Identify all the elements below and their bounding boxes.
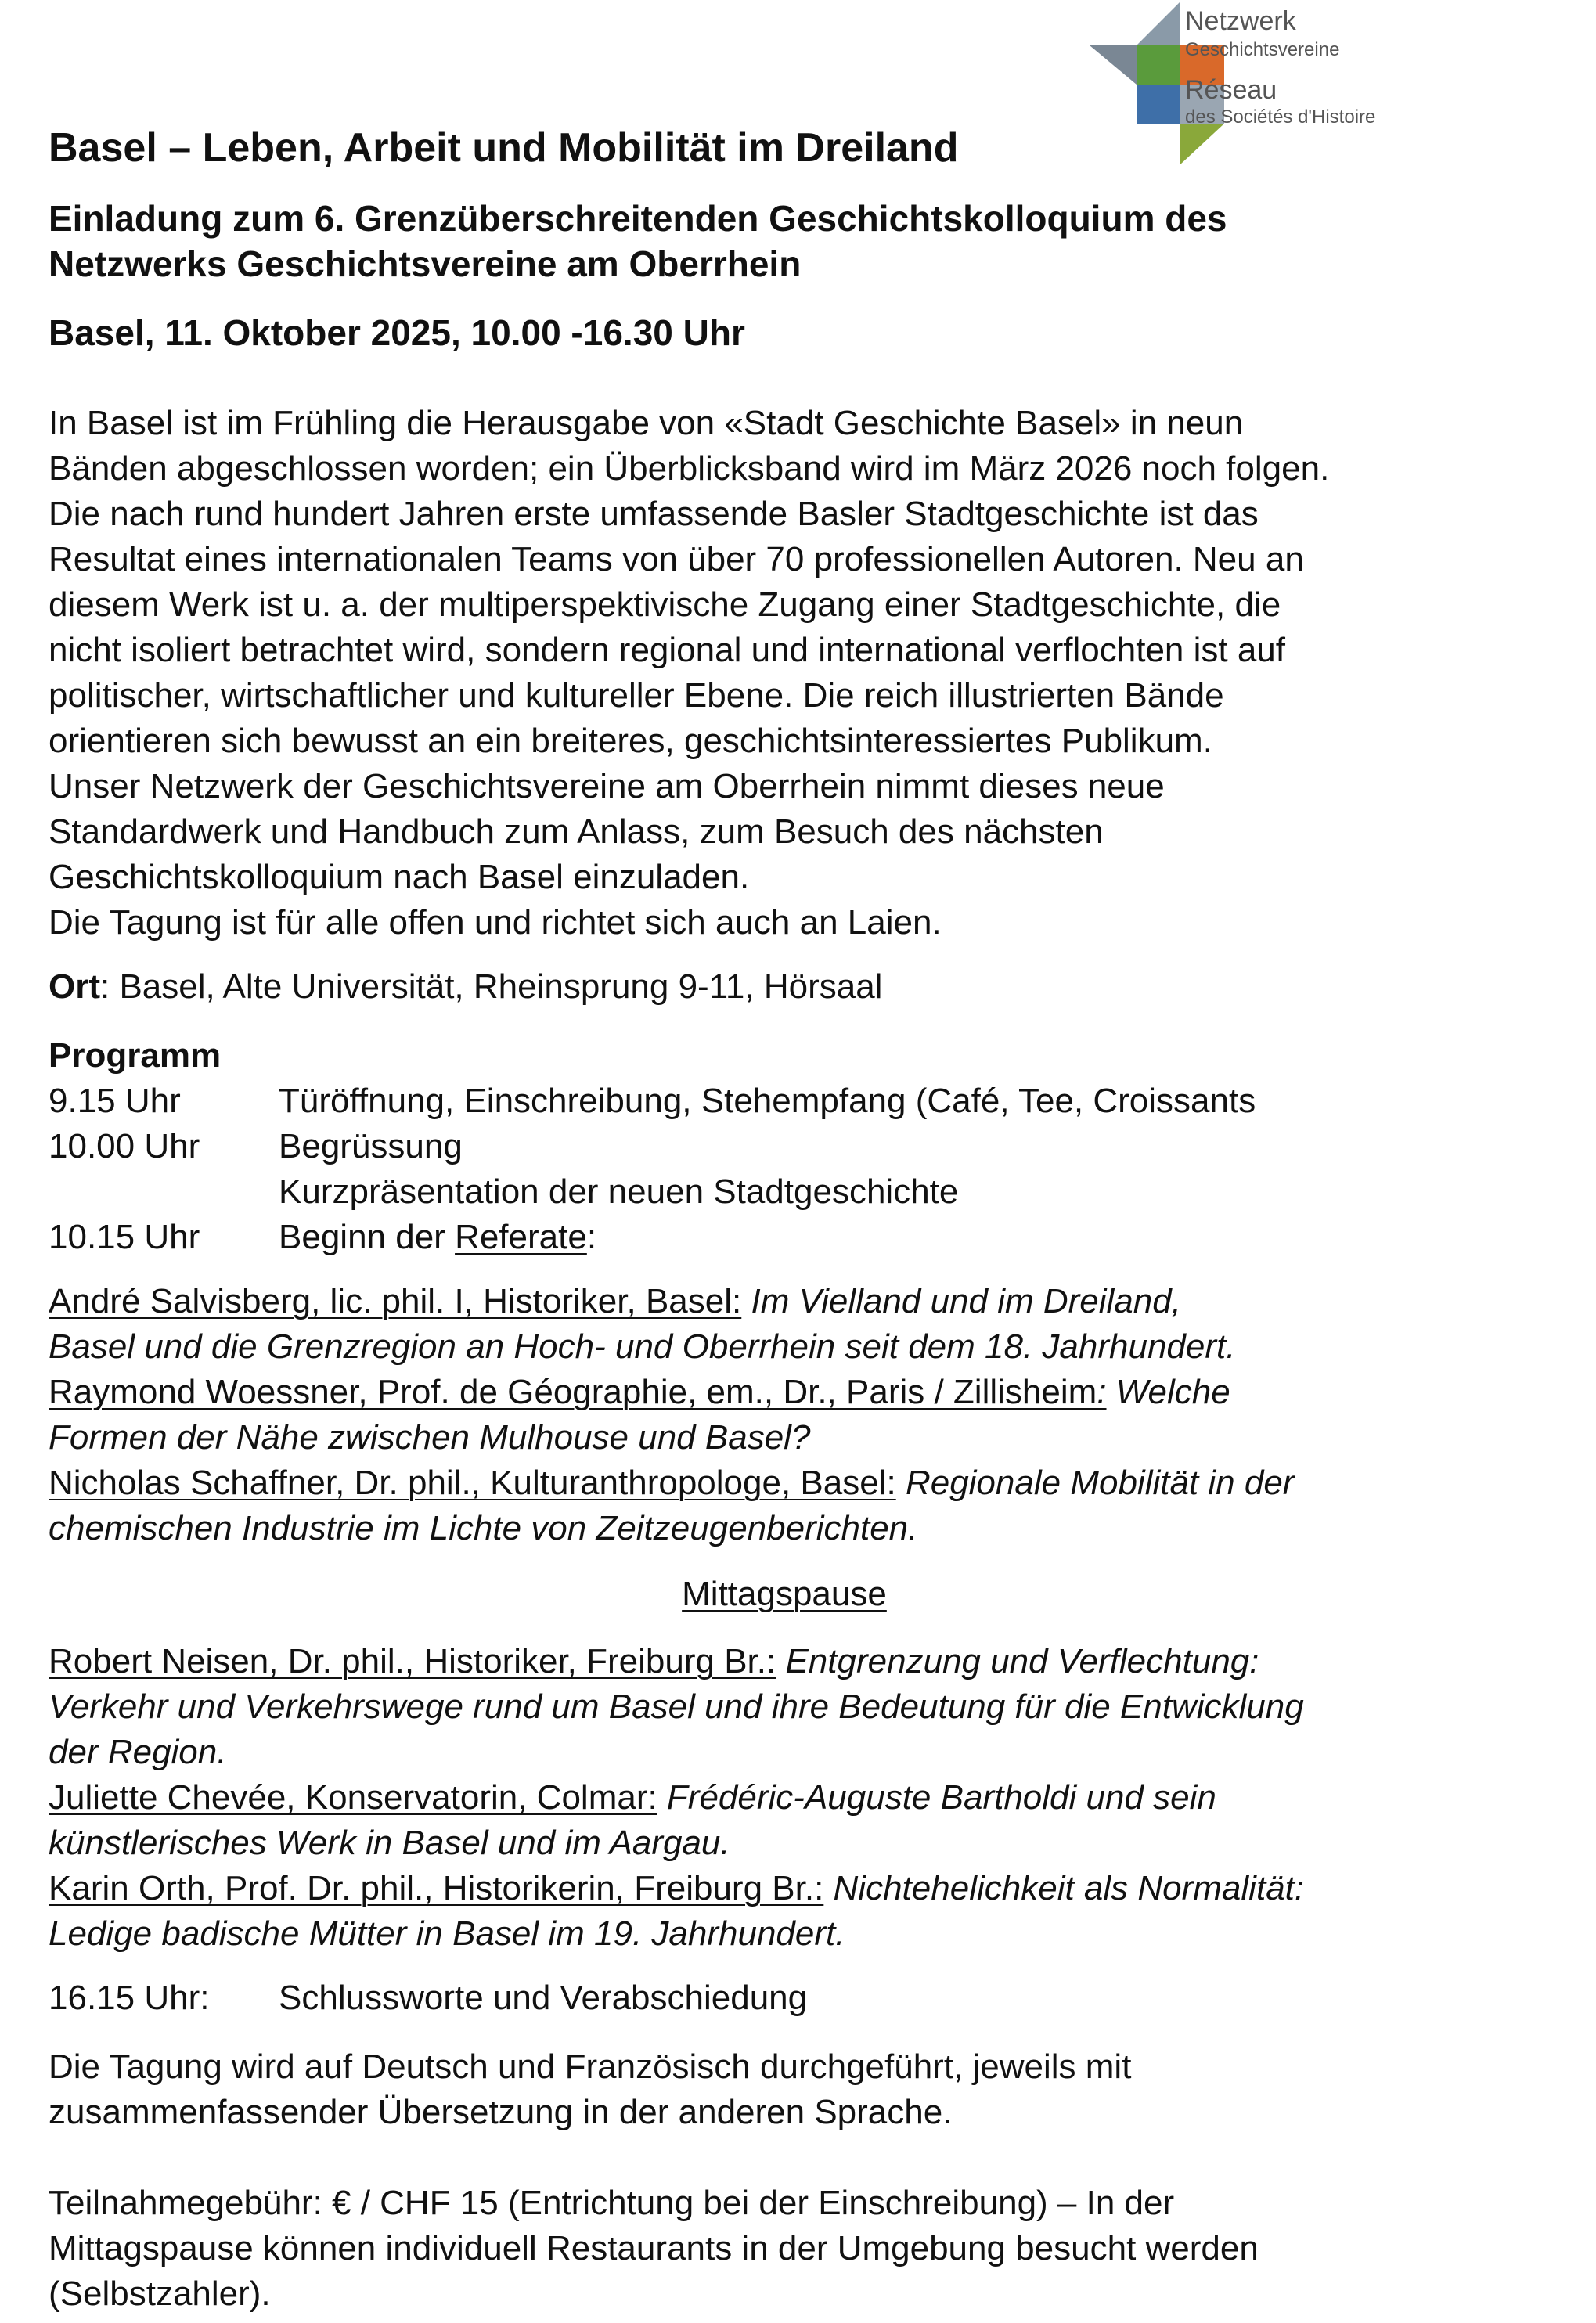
talk-title-cont: Basel und die Grenzregion an Hoch- und Oberrhein seit dem 18. Jahrhundert. xyxy=(49,1327,1236,1366)
logo-reseau: Réseau xyxy=(1185,75,1277,105)
location-line xyxy=(49,964,882,1010)
programme-item xyxy=(49,1215,1559,1260)
programme-text: Begrüssung xyxy=(279,1127,463,1165)
programme-time: 10.15 Uhr xyxy=(49,1218,200,1256)
closing-text: Schlussworte und Verabschiedung xyxy=(279,1979,808,2017)
fee-line: (Selbstzahler). xyxy=(49,2274,271,2313)
logo-olive-triangle-icon xyxy=(1180,124,1224,164)
programme-text: Türöffnung, Einschreibung, Stehempfang (Café, Tee, Croissants xyxy=(279,1082,1256,1120)
talk-title-cont: Ledige badische Mütter in Basel im 19. Jahrhundert. xyxy=(49,1914,845,1953)
intro-line: In Basel ist im Frühling die Herausgabe von «Stadt Geschichte Basel» in neun xyxy=(49,404,1244,442)
intro-line: Die Tagung ist für alle offen und richtet sich auch an Laien. xyxy=(49,903,942,942)
referate-link: Referate xyxy=(455,1218,587,1256)
intro-line: orientieren sich bewusst an ein breiteres, geschichtsinteressiertes Publikum. xyxy=(49,722,1212,760)
programme-text: Beginn der xyxy=(279,1218,456,1256)
talk-item xyxy=(49,1775,1559,1821)
subtitle-line: Einladung zum 6. Grenzüberschreitenden Geschichtskolloquium des xyxy=(49,198,1227,239)
intro-line: Geschichtskolloquium nach Basel einzuladen. xyxy=(49,858,750,896)
talk-title: Nichtehelichkeit als Normalität: xyxy=(823,1869,1305,1907)
date-line: Basel, 11. Oktober 2025, 10.00 -16.30 Uhr xyxy=(49,312,745,353)
talks-afternoon xyxy=(49,1639,1559,1957)
location-label: Ort xyxy=(49,967,100,1006)
talk-title-cont: chemischen Industrie im Lichte von Zeitzeugenberichten. xyxy=(49,1509,918,1547)
talk-speaker: Karin Orth, Prof. Dr. phil., Historikerin, Freiburg Br.: xyxy=(49,1869,824,1907)
programme-item xyxy=(49,1079,1559,1124)
talk-item xyxy=(49,1460,1559,1506)
intro-line: politischer, wirtschaftlicher und kultureller Ebene. Die reich illustrierten Bände xyxy=(49,676,1224,715)
intro-line: Bänden abgeschlossen worden; ein Überblicksband wird im März 2026 noch folgen. xyxy=(49,449,1330,488)
intro-paragraph xyxy=(49,401,1559,945)
talk-item xyxy=(49,1866,1559,1911)
logo-blue-square-icon xyxy=(1137,85,1180,124)
talk-title: Entgrenzung und Verflechtung: xyxy=(776,1642,1259,1680)
language-note xyxy=(49,2044,1559,2135)
talks-morning xyxy=(49,1279,1559,1551)
lunch-label: Mittagspause xyxy=(682,1575,887,1613)
subtitle-line: Netzwerks Geschichtsvereine am Oberrhein xyxy=(49,243,802,284)
programme-text: : xyxy=(586,1218,597,1256)
talk-speaker: Raymond Woessner, Prof. de Géographie, em., Dr., Paris / Zillisheim xyxy=(49,1373,1097,1411)
programme-text: Kurzpräsentation der neuen Stadtgeschichte xyxy=(279,1172,959,1211)
logo-societes: des Sociétés d'Histoire xyxy=(1185,106,1376,128)
programme-time: 10.00 Uhr xyxy=(49,1127,200,1165)
document-title: Basel – Leben, Arbeit und Mobilität im Dreiland xyxy=(49,125,959,171)
programme-heading: Programm xyxy=(49,1036,222,1075)
talk-title: Im Vielland und im Dreiland, xyxy=(741,1282,1181,1320)
lunch-break xyxy=(49,1572,1520,1617)
programme-item xyxy=(49,1124,1559,1169)
talk-speaker: Juliette Chevée, Konservatorin, Colmar: xyxy=(49,1778,657,1817)
talk-title-cont: Verkehr und Verkehrswege rund um Basel und ihre Bedeutung für die Entwicklung xyxy=(49,1687,1304,1726)
closing-time: 16.15 Uhr: xyxy=(49,1979,210,2017)
logo-gray-triangle-icon xyxy=(1090,45,1137,85)
talk-item xyxy=(49,1370,1559,1415)
talk-title: Frédéric-Auguste Bartholdi und sein xyxy=(657,1778,1216,1817)
talk-item xyxy=(49,1639,1559,1684)
location-text: : Basel, Alte Universität, Rheinsprung 9-11, Hörsaal xyxy=(100,967,883,1006)
talk-speaker: Nicholas Schaffner, Dr. phil., Kulturanthropologe, Basel: xyxy=(49,1464,896,1502)
intro-line: diesem Werk ist u. a. der multiperspektivische Zugang einer Stadtgeschichte, die xyxy=(49,585,1281,624)
language-line: Die Tagung wird auf Deutsch und Französisch durchgeführt, jeweils mit xyxy=(49,2047,1132,2086)
talk-speaker: Robert Neisen, Dr. phil., Historiker, Freiburg Br.: xyxy=(49,1642,776,1680)
logo-green-square-icon xyxy=(1137,45,1180,85)
programme-item xyxy=(49,1169,1559,1215)
talk-title-cont: Formen der Nähe zwischen Mulhouse und Basel? xyxy=(49,1418,811,1457)
programme-time: 9.15 Uhr xyxy=(49,1082,181,1120)
talk-title-cont: der Region. xyxy=(49,1733,227,1771)
intro-line: Unser Netzwerk der Geschichtsvereine am Oberrhein nimmt dieses neue xyxy=(49,767,1165,805)
talk-title: Welche xyxy=(1106,1373,1230,1411)
logo-top-triangle-icon xyxy=(1137,2,1180,45)
intro-line: Resultat eines internationalen Teams von über 70 professionellen Autoren. Neu an xyxy=(49,540,1304,578)
fee-line: Teilnahmegebühr: € / CHF 15 (Entrichtung bei der Einschreibung) – In der xyxy=(49,2184,1175,2222)
logo-netzwerk: Netzwerk xyxy=(1185,6,1296,36)
talk-speaker-colon: : xyxy=(1097,1373,1107,1411)
programme xyxy=(49,1033,1559,1260)
logo-geschichtsvereine: Geschichtsvereine xyxy=(1185,39,1340,60)
intro-line: Standardwerk und Handbuch zum Anlass, zum Besuch des nächsten xyxy=(49,812,1104,851)
fee-note xyxy=(49,2181,1559,2317)
intro-line: Die nach rund hundert Jahren erste umfassende Basler Stadtgeschichte ist das xyxy=(49,495,1259,533)
invitation-subtitle xyxy=(49,196,1559,286)
closing-line xyxy=(49,1975,807,2021)
talk-item xyxy=(49,1279,1559,1324)
talk-title: Regionale Mobilität in der xyxy=(895,1464,1295,1502)
intro-line: nicht isoliert betrachtet wird, sondern regional und international verflochten ist auf xyxy=(49,631,1286,669)
language-line: zusammenfassender Übersetzung in der anderen Sprache. xyxy=(49,2093,953,2131)
talk-title-cont: künstlerisches Werk in Basel und im Aargau. xyxy=(49,1824,730,1862)
fee-line: Mittagspause können individuell Restaurants in der Umgebung besucht werden xyxy=(49,2229,1259,2267)
talk-speaker: André Salvisberg, lic. phil. I, Historiker, Basel: xyxy=(49,1282,742,1320)
